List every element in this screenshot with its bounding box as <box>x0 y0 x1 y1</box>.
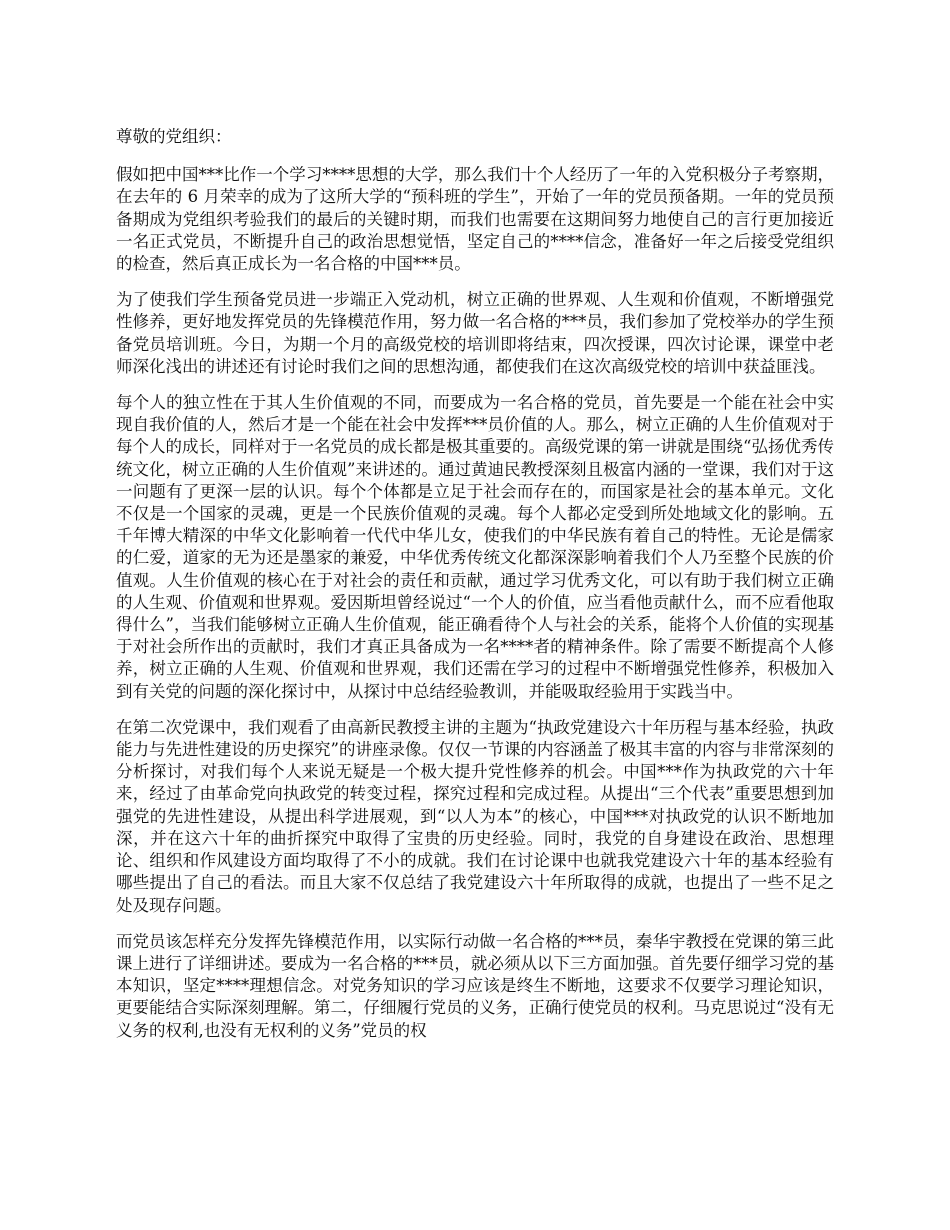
paragraph-5: 而党员该怎样充分发挥先锋模范作用，以实际行动做一名合格的***员，秦华宇教授在党课的第三此课上进行了详细讲述。要成为一名合格的***员，就必须从以下三方面加强。首先要仔细学习党的基本知识，坚定****理想信念。对党务知识的学习应该是终生不断地，这要求不仅要学习理论知识，更要能结合实际深刻理解。第二，仔细履行党员的义务，正确行使党员的权利。马克思说过“没有无义务的权利,也没有无权利的义务”党员的权 <box>116 931 834 1040</box>
paragraph-4: 在第二次党课中，我们观看了由高新民教授主讲的主题为“执政党建设六十年历程与基本经验，执政能力与先进性建设的历史探究”的讲座录像。仅仅一节课的内容涵盖了极其丰富的内容与非常深刻的分析探讨，对我们每个人来说无疑是一个极大提升党性修养的机会。中国***作为执政党的六十年来，经过了由革命党向执政党的转变过程，探究过程和完成过程。从提出“三个代表”重要思想到加强党的先进性建设，从提出科学进展观，到“以人为本”的核心，中国***对执政党的认识不断地加深，并在这六十年的曲折探究中取得了宝贵的历史经验。同时，我党的自身建设在政治、思想理论、组织和作风建设方面均取得了不小的成就。我们在讨论课中也就我党建设六十年的基本经验有哪些提出了自己的看法。而且大家不仅总结了我党建设六十年所取得的成就，也提出了一些不足之处及现存问题。 <box>116 717 834 915</box>
letter-body <box>116 126 834 1056</box>
salutation: 尊敬的党组织： <box>116 127 232 146</box>
paragraph-3: 每个人的独立性在于其人生价值观的不同，而要成为一名合格的党员，首先要是一个能在社会中实现自我价值的人，然后才是一个能在社会中发挥***员价值的人。那么，树立正确的人生价值观对于每个人的成长，同样对于一名党员的成长都是极其重要的。高级党课的第一讲就是围绕“弘扬优秀传统文化，树立正确的人生价值观”来讲述的。通过黄迪民教授深刻且极富内涵的一堂课，我们对于这一问题有了更深一层的认识。每个个体都是立足于社会而存在的，而国家是社会的基本单元。文化不仅是一个国家的灵魂，更是一个民族价值观的灵魂。每个人都必定受到所处地域文化的影响。五千年博大精深的中华文化影响着一代代中华儿女，使我们的中华民族有着自己的特性。无论是儒家的仁爱，道家的无为还是墨家的兼爱，中华优秀传统文化都深深影响着我们个人乃至整个民族的价值观。人生价值观的核心在于对社会的责任和贡献，通过学习优秀文化，可以有助于我们树立正确的人生观、价值观和世界观。爱因斯坦曾经说过“一个人的价值，应当看他贡献什么，而不应看他取得什么”，当我们能够树立正确人生价值观，能正确看待个人与社会的关系，能将个人价值的实现基于对社会所作出的贡献时，我们才真正具备成为一名****者的精神条件。除了需要不断提高个人修养，树立正确的人生观、价值观和世界观，我们还需在学习的过程中不断增强党性修养，积极加入到有关党的问题的深化探讨中，从探讨中总结经验教训，并能吸取经验用于实践当中。 <box>116 393 834 701</box>
paragraph-2: 为了使我们学生预备党员进一步端正入党动机，树立正确的世界观、人生观和价值观，不断增强党性修养，更好地发挥党员的先锋模范作用，努力做一名合格的***员，我们参加了党校举办的学生预备党员培训班。今日，为期一个月的高级党校的培训即将结束，四次授课，四次讨论课，课堂中老师深化浅出的讲述还有讨论时我们之间的思想沟通，都使我们在这次高级党校的培训中获益匪浅。 <box>116 290 834 376</box>
paragraph-1: 假如把中国***比作一个学习****思想的大学，那么我们十个人经历了一年的入党积极分子考察期，在去年的 6 月荣幸的成为了这所大学的“预科班的学生”，开始了一年的党员预备期。一年的党员预备期成为党组织考验我们的最后的关键时期，而我们也需要在这期间努力地使自己的言行更加接近一名正式党员，不断提升自己的政治思想觉悟，坚定自己的****信念，准备好一年之后接受党组织的检查，然后真正成长为一名合格的中国***员。 <box>116 165 834 274</box>
